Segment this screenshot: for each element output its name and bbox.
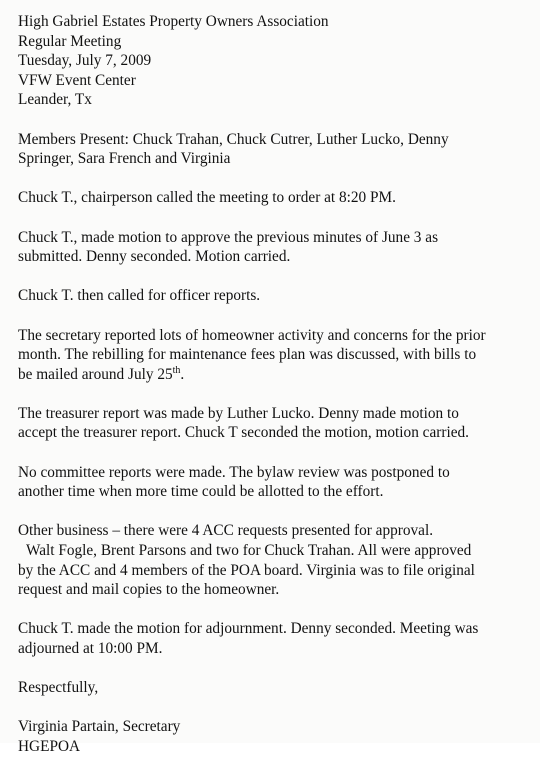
minutes-motion-line-2: submitted. Denny seconded. Motion carried. (18, 248, 291, 266)
treasurer-report-line-2: accept the treasurer report. Chuck T seconded the motion, motion carried. (18, 424, 469, 442)
secretary-report-line-2: month. The rebilling for maintenance fees plan was discussed, with bills to (18, 346, 477, 364)
meeting-type: Regular Meeting (18, 32, 122, 50)
members-present-paragraph (18, 130, 530, 169)
secretary-report-line-1: The secretary reported lots of homeowner activity and concerns for the prior (18, 326, 486, 344)
salutation-paragraph (18, 678, 530, 698)
meeting-location: Leander, Tx (18, 91, 92, 109)
treasurer-report-line-1: The treasurer report was made by Luther Lucko. Denny made motion to (18, 404, 459, 422)
call-to-order-line: Chuck T., chairperson called the meeting to order at 8:20 PM. (18, 189, 396, 207)
salutation: Respectfully, (18, 679, 99, 697)
minutes-motion-line-1: Chuck T., made motion to approve the previous minutes of June 3 as (18, 228, 439, 246)
committee-line-2: another time when more time could be allotted to the effort. (18, 483, 384, 501)
minutes-motion-paragraph (18, 228, 530, 267)
members-line-1: Members Present: Chuck Trahan, Chuck Cutrer, Luther Lucko, Denny (18, 130, 449, 148)
treasurer-report-paragraph (18, 404, 530, 443)
secretary-report-line-3-text: be mailed around July 25 (18, 365, 173, 383)
officer-reports-line: Chuck T. then called for officer reports. (18, 287, 261, 305)
adjournment-line-2: adjourned at 10:00 PM. (18, 640, 163, 657)
meeting-date: Tuesday, July 7, 2009 (18, 52, 152, 70)
officer-reports-paragraph (18, 286, 530, 306)
secretary-report-paragraph (18, 326, 530, 385)
association-name: High Gabriel Estates Property Owners Association (18, 13, 329, 30)
other-business-line-1: Other business – there were 4 ACC requests presented for approval. (18, 522, 434, 540)
adjournment-paragraph (18, 619, 530, 658)
other-business-line-3: by the ACC and 4 members of the POA board. Virginia was to file original (18, 561, 475, 579)
signer-name: Virginia Partain, Secretary (18, 718, 181, 736)
committee-paragraph (18, 463, 530, 502)
secretary-report-line-3-end: . (180, 365, 185, 383)
adjournment-line-1: Chuck T. made the motion for adjournment. Denny seconded. Meeting was (18, 620, 479, 638)
other-business-paragraph (18, 521, 530, 599)
ordinal-suffix: th (172, 364, 181, 376)
call-to-order-paragraph (18, 188, 530, 208)
meeting-minutes (18, 12, 530, 757)
secretary-report-line-3 (18, 365, 530, 385)
document-header (18, 12, 530, 110)
committee-line-1: No committee reports were made. The bylaw review was postponed to (18, 463, 450, 481)
meeting-venue: VFW Event Center (18, 71, 136, 89)
signature-block (18, 717, 530, 756)
other-business-line-2: Walt Fogle, Brent Parsons and two for Chuck Trahan. All were approved (26, 542, 472, 560)
signer-organization: HGEPOA (18, 737, 81, 755)
other-business-line-4: request and mail copies to the homeowner. (18, 581, 280, 599)
members-line-2: Springer, Sara French and Virginia (18, 150, 231, 168)
